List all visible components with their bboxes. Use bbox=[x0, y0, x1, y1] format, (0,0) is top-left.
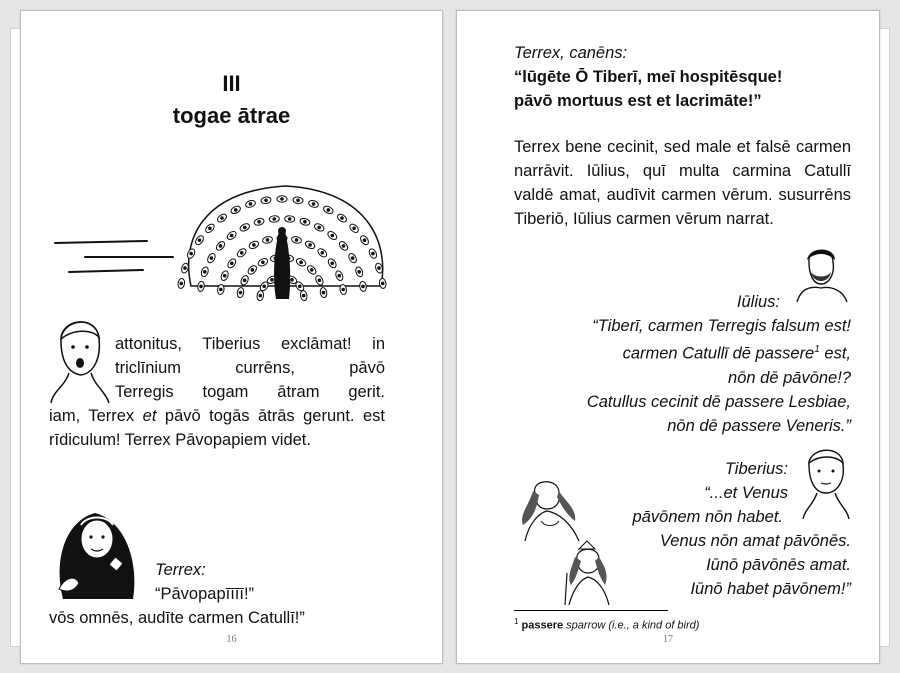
speech-line: Iūnō habet pāvōnem!” bbox=[690, 580, 851, 598]
feather-eye-center bbox=[219, 244, 223, 248]
feather-eye-center bbox=[338, 274, 342, 278]
feather-eye-center bbox=[312, 202, 316, 206]
footnote-rule bbox=[514, 610, 668, 611]
feather-eye-center bbox=[352, 227, 356, 231]
feather-eye-center bbox=[180, 282, 184, 286]
feather-eye-center bbox=[371, 252, 375, 256]
text-span: est, bbox=[819, 344, 851, 363]
peacock-illustration bbox=[51, 171, 391, 306]
feather-eye-center bbox=[303, 220, 307, 224]
feather-eye-center bbox=[295, 238, 299, 242]
speech-line: nōn dē passere Veneris.” bbox=[667, 416, 851, 435]
text-line: attonitus, Tiberius exclāmat! in bbox=[115, 335, 385, 353]
feather-eye-center bbox=[249, 202, 253, 206]
feather-eye-center bbox=[321, 251, 325, 255]
paragraph-1-tail bbox=[49, 404, 385, 452]
feather-eye-center bbox=[363, 238, 367, 242]
speech-line: Iūnō pāvōnēs amat. bbox=[706, 556, 851, 574]
tiberius-portrait-small bbox=[801, 443, 851, 521]
feather-eye-center bbox=[273, 217, 277, 221]
right-page bbox=[456, 10, 880, 664]
feather-eye-center bbox=[220, 216, 224, 220]
feather-eye-center bbox=[298, 285, 302, 289]
iulius-speech bbox=[514, 314, 851, 438]
text-span: carmen Catullī dē passere bbox=[622, 344, 815, 363]
narration-paragraph: Terrex bene cecinit, sed male et falsē carmen narrāvit. Iūlius, quī multa carmina Catullī valdē amat, audīvit carmen vērum. susurrēns Tiberiō, Iūlius carmen vērum narrat. bbox=[514, 138, 851, 228]
feather-eye-center bbox=[330, 262, 334, 266]
feather-eye-center bbox=[189, 252, 193, 256]
feather-eye-center bbox=[270, 278, 274, 282]
song-line-1: “lūgēte Ō Tiberī, meī hospitēsque! bbox=[514, 68, 783, 86]
feather-eye-center bbox=[203, 270, 207, 274]
feather-eye-center bbox=[361, 285, 365, 289]
feather-eye-center bbox=[199, 285, 203, 289]
speed-lines bbox=[55, 241, 173, 272]
speech-line: Catullus cecinit dē passere Lesbiae, bbox=[586, 392, 851, 411]
feather-eye-center bbox=[239, 291, 243, 295]
feather-eye-center bbox=[264, 199, 268, 203]
feather-eye-center bbox=[198, 238, 202, 242]
feather-eye-center bbox=[230, 234, 234, 238]
page-number-left: 16 bbox=[226, 634, 237, 645]
text-line: Terregis togam ātram gerit. bbox=[115, 383, 385, 401]
feather-eye-center bbox=[341, 288, 345, 292]
feather-eye-center bbox=[234, 208, 238, 212]
speech-line: Venus nōn amat pāvōnēs. bbox=[659, 532, 851, 550]
feather-eye-center bbox=[257, 220, 261, 224]
feather-eye-center bbox=[322, 291, 326, 295]
feather-eye-center bbox=[340, 216, 344, 220]
feather-eye-center bbox=[223, 274, 227, 278]
feather-eye-center bbox=[351, 256, 355, 260]
feather-eye-center bbox=[342, 244, 346, 248]
feather-eye-center bbox=[230, 262, 234, 266]
footnote-number: 1 bbox=[514, 617, 519, 626]
feather-eye-center bbox=[317, 226, 321, 230]
feather-eye-center bbox=[261, 261, 265, 265]
left-page bbox=[20, 10, 443, 664]
tiberius-speech-rest bbox=[514, 529, 851, 601]
feather-eye-center bbox=[318, 279, 322, 283]
feather-eye-center bbox=[266, 238, 270, 242]
speech-line: nōn dē pāvōne!? bbox=[728, 368, 851, 387]
feather-eye-center bbox=[299, 261, 303, 265]
speech-line: “Tiberī, carmen Terregis falsum est! bbox=[592, 317, 851, 335]
text-line: triclīnium currēns, pāvō bbox=[115, 359, 385, 377]
terrex-speech: “Pāvopapīīīī!” bbox=[155, 585, 255, 603]
chapter-title: togae ātrae bbox=[172, 103, 291, 128]
feather-eye-center bbox=[327, 208, 331, 212]
terrex-portrait bbox=[51, 501, 143, 601]
footnote-definition: sparrow (i.e., a kind of bird) bbox=[563, 619, 700, 632]
feather-eye-center bbox=[288, 217, 292, 221]
paragraph-1-lead bbox=[115, 332, 385, 404]
feather-eye-center bbox=[210, 256, 214, 260]
feather-eye-center bbox=[262, 285, 266, 289]
iulius-portrait bbox=[793, 244, 851, 304]
feather-eye-center bbox=[208, 227, 212, 231]
text-span: pāvō togās ātrās gerunt. est rīdiculum! Terrex Pāvopapiem videt. bbox=[49, 407, 385, 449]
speech-line bbox=[514, 338, 851, 366]
feather-eye-center bbox=[357, 270, 361, 274]
feather-eye-center bbox=[240, 251, 244, 255]
feather-eye-center bbox=[219, 288, 223, 292]
page-number-right: 17 bbox=[663, 634, 673, 645]
song-line-2: pāvō mortuus est et lacrimāte!” bbox=[514, 92, 762, 110]
feather-eye-center bbox=[243, 279, 247, 283]
tiberius-speech-line-2: pāvōnem nōn habet. bbox=[632, 508, 783, 526]
italic-word: et bbox=[142, 407, 157, 425]
feather-eye-center bbox=[243, 226, 247, 230]
closing-line: vōs omnēs, audīte carmen Catullī!” bbox=[49, 609, 305, 627]
feather-eye-center bbox=[259, 294, 263, 298]
feather-eye-center bbox=[302, 294, 306, 298]
footnote-marker: 1 bbox=[814, 344, 820, 355]
iulius-speaker: Iūlius: bbox=[736, 293, 780, 311]
chapter-number: III bbox=[222, 71, 241, 96]
feather-eye-center bbox=[310, 268, 314, 272]
feather-eye-center bbox=[290, 278, 294, 282]
feather-eye-center bbox=[251, 268, 255, 272]
text-span: iam, Terrex bbox=[49, 407, 143, 425]
feather-eye-center bbox=[252, 243, 256, 247]
feather-eye-center bbox=[280, 197, 284, 201]
feather-eye-center bbox=[381, 282, 385, 286]
tiberius-speech-line-1: “...et Venus bbox=[704, 484, 788, 502]
tiberius-portrait bbox=[49, 311, 111, 406]
feather-eye-center bbox=[308, 243, 312, 247]
feather-eye-center bbox=[331, 234, 335, 238]
tiberius-speaker: Tiberius: bbox=[724, 460, 788, 478]
feather-eye-center bbox=[183, 266, 187, 270]
terrex-speaker: Terrex: bbox=[155, 561, 206, 579]
feather-eye-center bbox=[377, 266, 381, 270]
song-intro: Terrex, canēns: bbox=[514, 44, 628, 62]
footnote-term: passere bbox=[521, 619, 564, 632]
feather-eye-center bbox=[296, 199, 300, 203]
footnote bbox=[514, 617, 699, 632]
